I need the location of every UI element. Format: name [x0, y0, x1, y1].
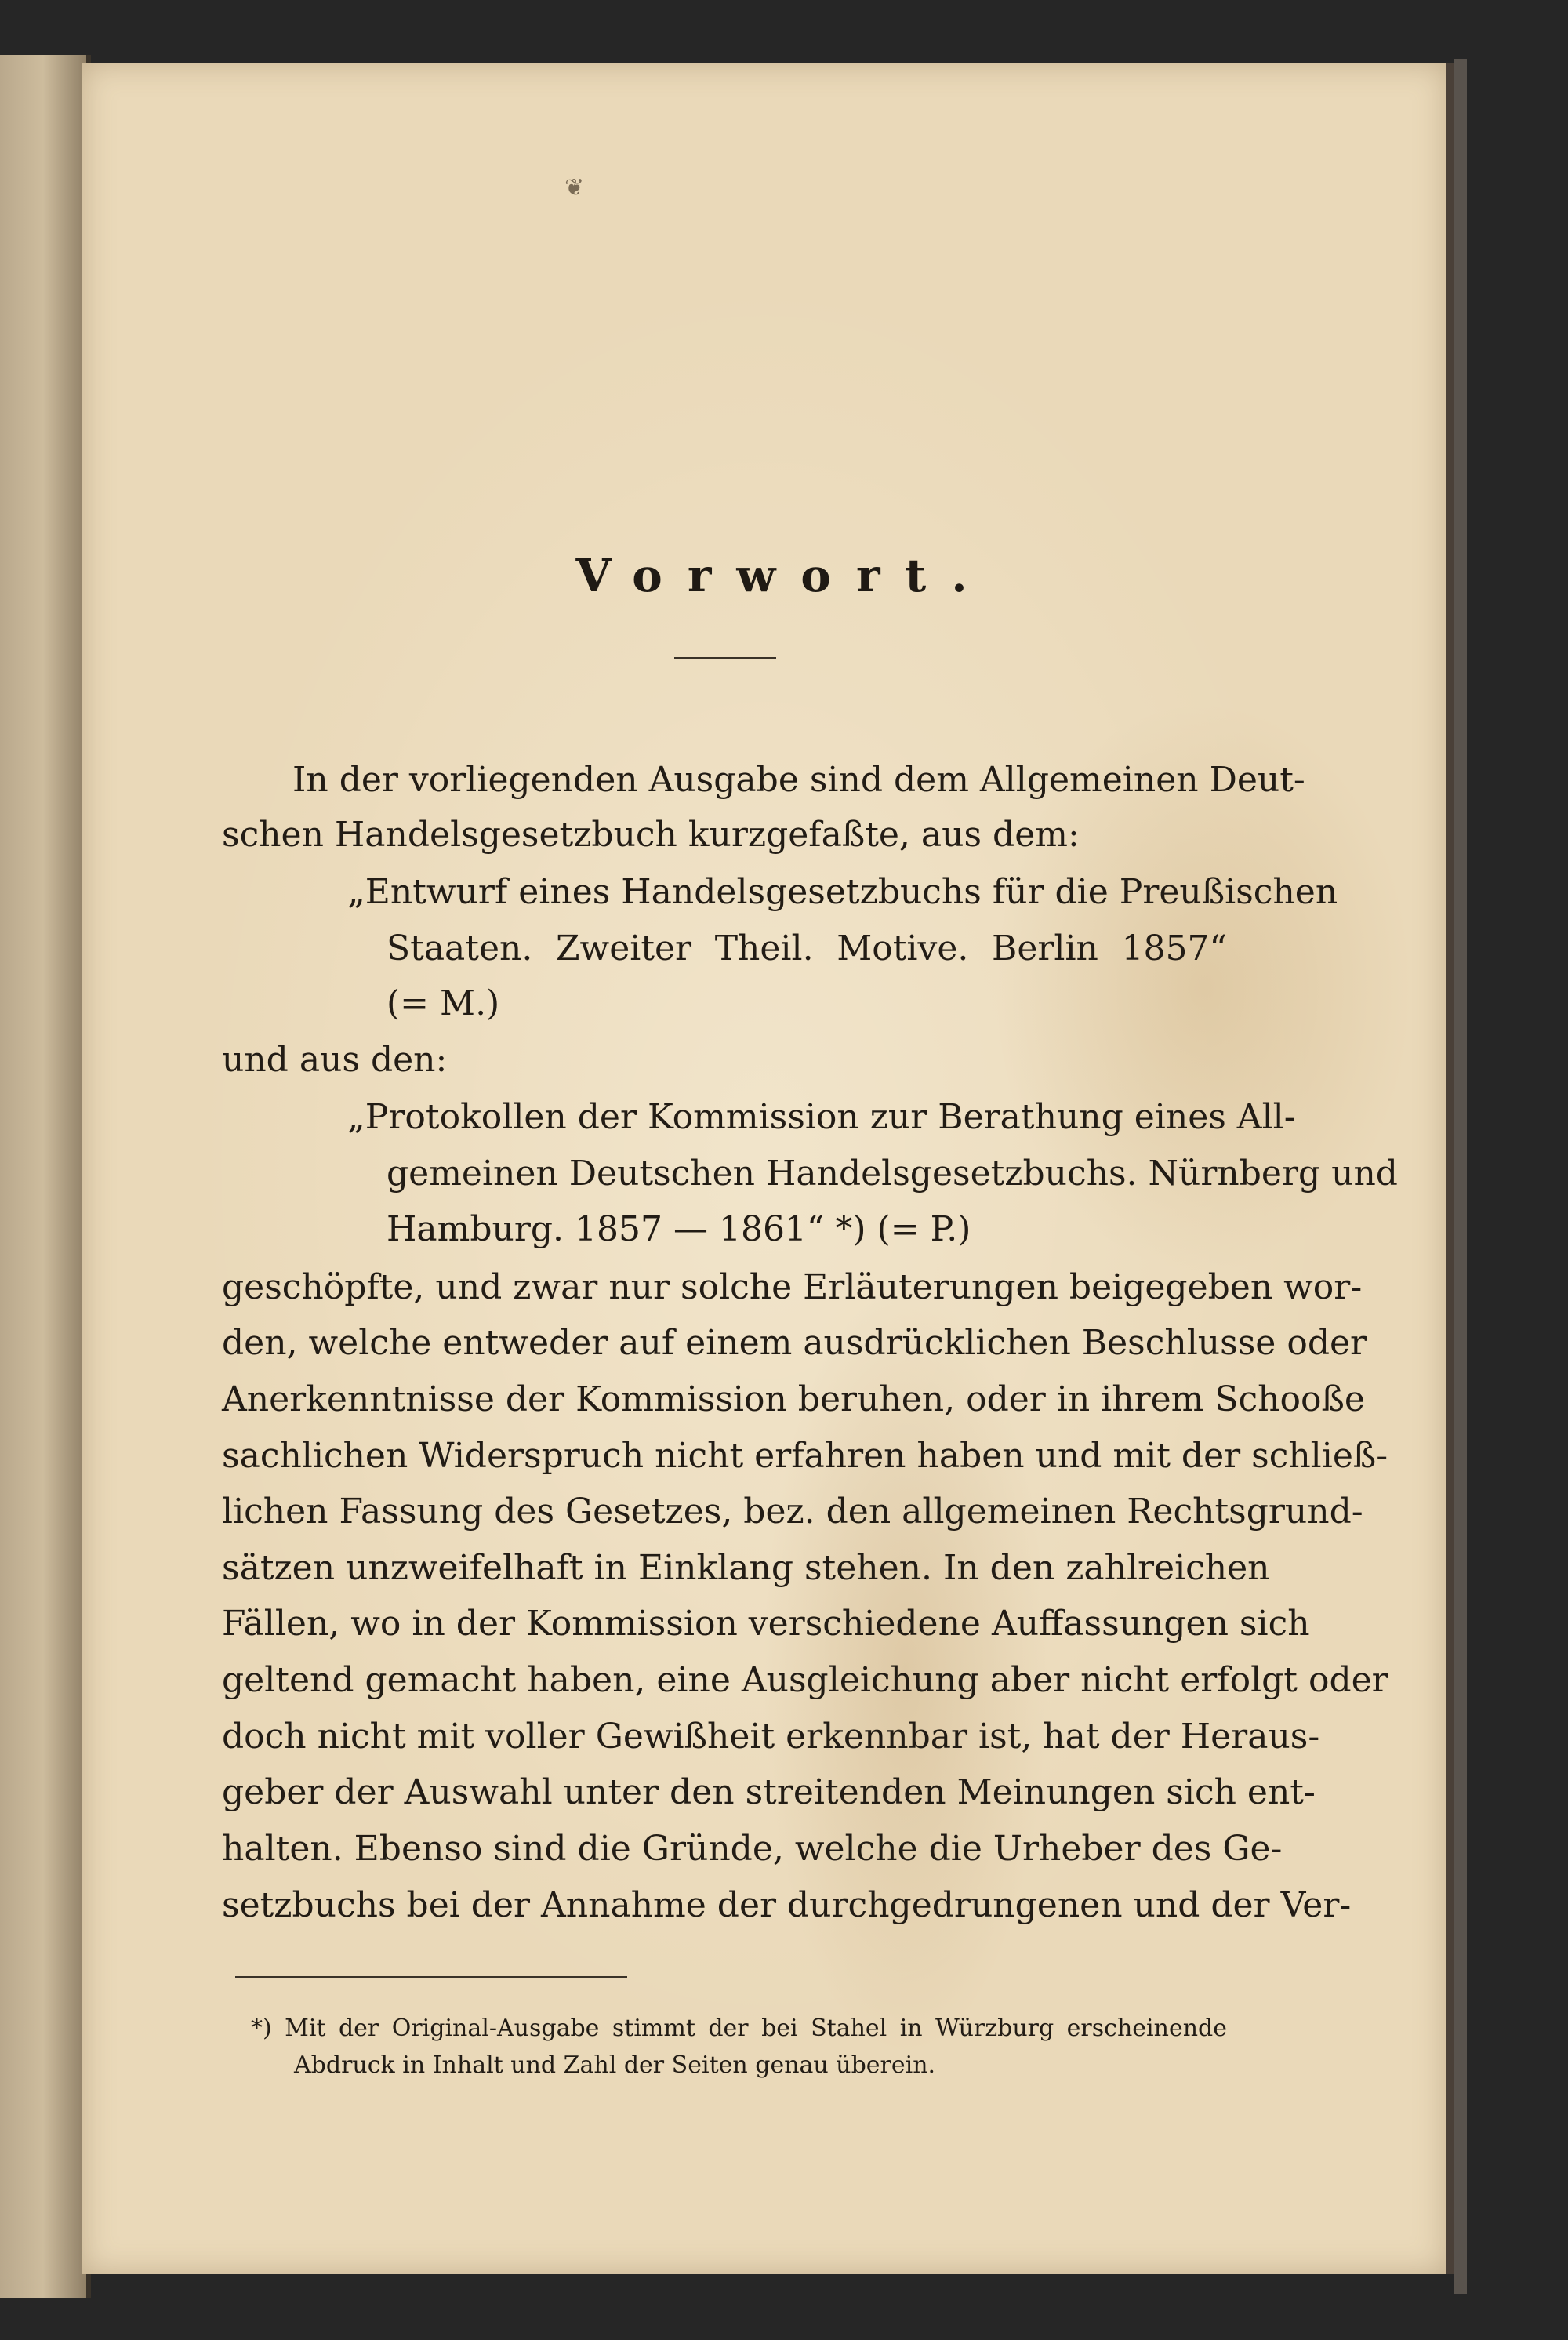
book-spine-left	[0, 55, 91, 2298]
quote-line: „Protokollen der Kommission zur Berathung eines All-	[347, 1097, 1296, 1137]
body-line: geltend gemacht haben, eine Ausgleichung aber nicht erfolgt oder	[222, 1660, 1388, 1700]
quote-line: „Entwurf eines Handelsgesetzbuchs für die Preußischen	[347, 872, 1338, 912]
body-line: Fällen, wo in der Kommission verschiedene Auffassungen sich	[222, 1604, 1310, 1644]
body-line: geschöpfte, und zwar nur solche Erläuterungen beigegeben wor-	[222, 1267, 1363, 1307]
body-line: sätzen unzweifelhaft in Einklang stehen. In den zahlreichen	[222, 1548, 1270, 1588]
body-line: sachlichen Widerspruch nicht erfahren haben und mit der schließ-	[222, 1436, 1388, 1476]
body-line: halten. Ebenso sind die Gründe, welche die Urheber des Ge-	[222, 1829, 1283, 1869]
body-line: setzbuchs bei der Annahme der durchgedrungenen und der Ver-	[222, 1885, 1352, 1925]
body-line: doch nicht mit voller Gewißheit erkennbar ist, hat der Heraus-	[222, 1717, 1320, 1757]
footnote-line: *) Mit der Original-Ausgabe stimmt der bei Stahel in Würzburg erscheinende	[251, 2015, 1227, 2042]
page-title: Vorwort.	[575, 549, 993, 602]
quote-line: gemeinen Deutschen Handelsgesetzbuchs. Nürnberg und	[387, 1154, 1398, 1194]
body-line: schen Handelsgesetzbuch kurzgefaßte, aus dem:	[222, 815, 1080, 855]
page-edge	[1454, 59, 1467, 2294]
quote-line: (= M.)	[387, 983, 500, 1023]
footnote-line: Abdruck in Inhalt und Zahl der Seiten genau überein.	[294, 2051, 936, 2079]
body-line: und aus den:	[222, 1040, 448, 1080]
title-divider	[674, 657, 776, 659]
footnote-divider	[235, 1976, 627, 1978]
quote-line: Hamburg. 1857 — 1861“ *) (= P.)	[387, 1209, 971, 1249]
printer-ornament-icon: ❦	[564, 174, 585, 202]
body-line: geber der Auswahl unter den streitenden Meinungen sich ent-	[222, 1772, 1316, 1812]
quote-line: Staaten. Zweiter Theil. Motive. Berlin 1857“	[387, 928, 1227, 968]
body-line: In der vorliegenden Ausgabe sind dem Allgemeinen Deut-	[292, 760, 1305, 800]
body-line: den, welche entweder auf einem ausdrücklichen Beschlusse oder	[222, 1323, 1367, 1363]
body-line: Anerkenntnisse der Kommission beruhen, oder in ihrem Schooße	[222, 1379, 1365, 1419]
body-line: lichen Fassung des Gesetzes, bez. den allgemeinen Rechtsgrund-	[222, 1492, 1363, 1532]
